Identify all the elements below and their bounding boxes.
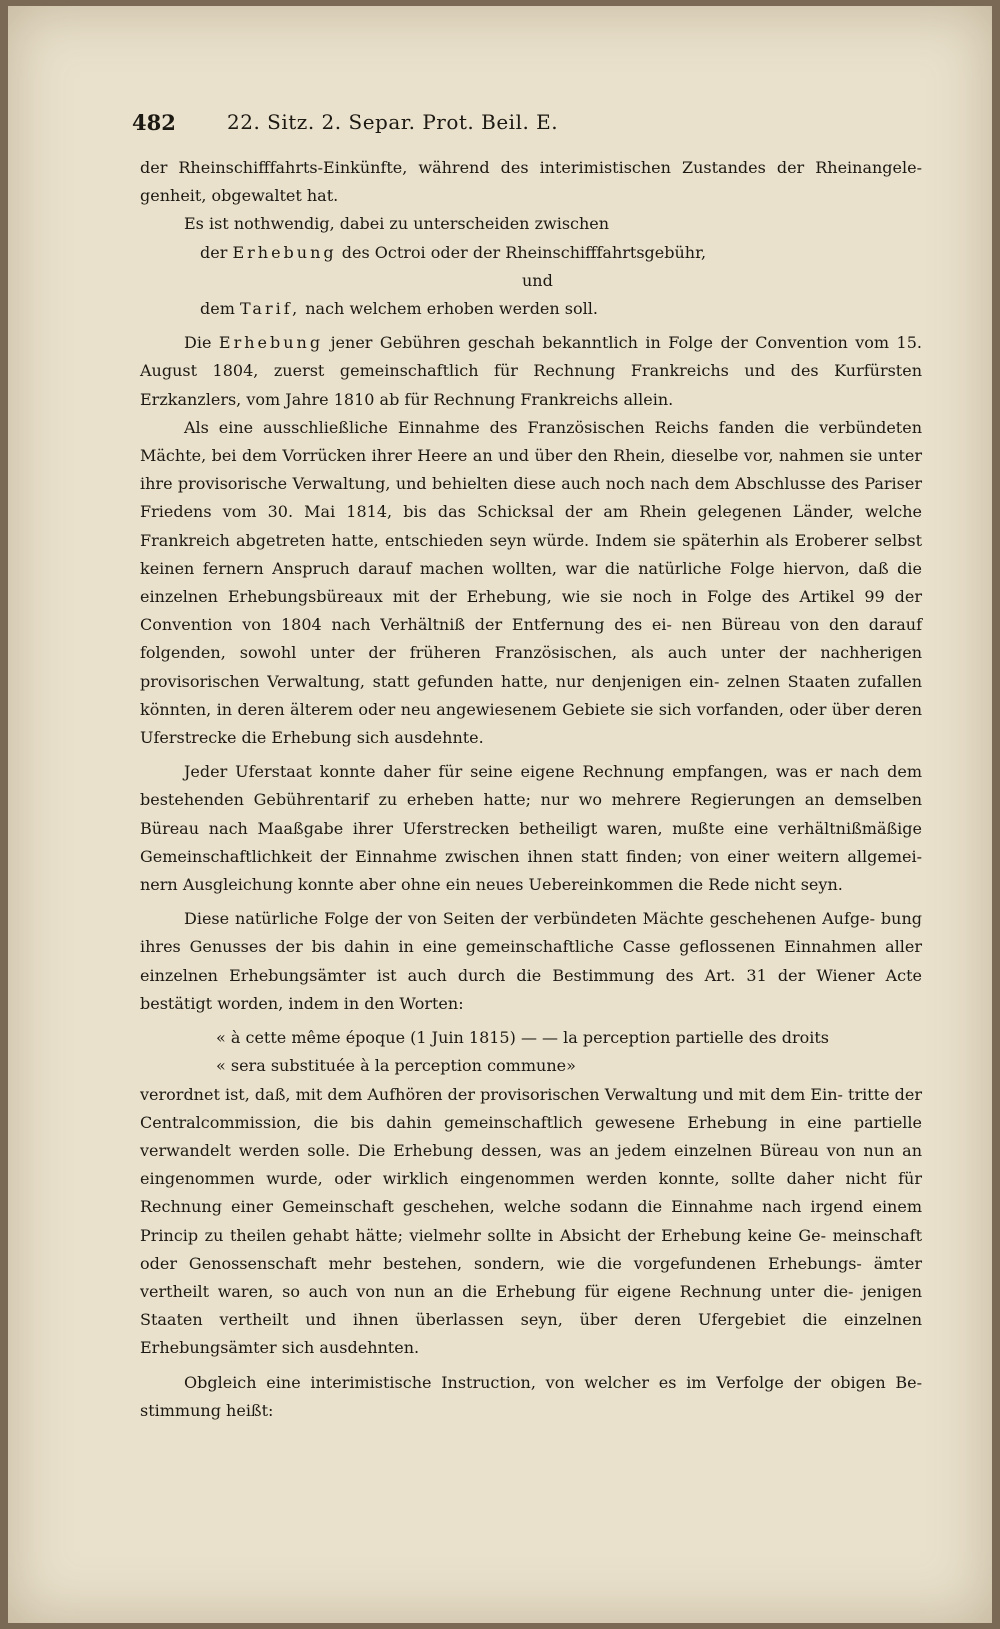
paragraph-collection-history xyxy=(140,329,922,414)
paragraph-partial-collection: verordnet ist, daß, mit dem Aufhören der provisorischen Verwaltung und mit dem Ein- tritte der Centralcommission, die bis dahin gemeinschaftlich gewesene Erhebung in eine partielle verwandelt werden solle. Die Erhebung dessen, was an jedem einzelnen Büreau von nun an eingenommen wurde, oder wirklich eingenommen werden konnte, sollte daher nicht für Rechnung einer Gemeinschaft geschehen, welche sodann die Einnahme nach irgend einem Princip zu theilen gehabt hätte; vielmehr sollte in Absicht der Erhebung keine Ge- meinschaft oder Genossenschaft mehr bestehen, sondern, wie die vorgefundenen Erhebungs- ämter vertheilt waren, so auch von nun an die Erhebung für eigene Rechnung unter die- jenigen Staaten vertheilt und ihnen überlassen seyn, über deren Ufergebiet die einzelnen Erhebungsämter sich ausdehnten. xyxy=(140,1084,922,1358)
distinction-and: und xyxy=(522,270,553,290)
quote-line-2: « sera substituée à la perception commune» xyxy=(216,1056,576,1076)
collection-word-die: Die xyxy=(184,333,212,353)
paragraph-allied-powers: Als eine ausschließliche Einnahme des Französischen Reichs fanden die verbündeten Mächte, bei dem Vorrücken ihrer Heere an und über den Rhein, dieselbe vor, nahmen sie unter ihre provisorische Verwaltung, und behielten diese auch noch nach dem Abschlusse des Pariser Friedens vom 30. Mai 1814, bis das Schicksal der am Rhein gelegenen Länder, welche Frankreich abgetreten hatte, entschieden seyn würde. Indem sie späterhin als Eroberer selbst keinen fernern Anspruch darauf machen wollten, war die natürliche Folge hiervon, daß die einzelnen Erhebungsbüreaux mit der Erhebung, wie sie noch in Folge des Artikel 99 der Convention von 1804 nach Verhältniß der Entfernung des ei- nen Büreau von den darauf folgenden, sowohl unter der früheren Französischen, als auch unter der nachherigen provisorischen Verwaltung, statt gefunden hatte, nur denjenigen ein- zelnen Staaten zufallen könnten, in deren älterem oder neu angewiesenem Gebiete sie sich vorfanden, oder über deren Uferstrecke die Erhebung sich ausdehnte. xyxy=(140,417,922,748)
paragraph-riparian-states: Jeder Uferstaat konnte daher für seine eigene Rechnung empfangen, was er nach dem bestehenden Gebührentarif zu erheben hatte; nur wo mehrere Regierungen an demselben Büreau nach Maaßgabe ihrer Uferstrecken betheiligt waren, mußte eine verhältnißmäßige Gemeinschaftlichkeit der Einnahme zwischen ihnen statt finden; von einer weitern allgemei- nern Ausgleichung konnte aber ohne ein neues Uebereinkommen die Rede nicht seyn. xyxy=(140,762,922,895)
document-page xyxy=(8,6,992,1623)
distinction-tariff-rest: nach welchem erhoben werden soll. xyxy=(305,299,598,319)
running-title: 22. Sitz. 2. Separ. Prot. Beil. E. xyxy=(227,110,559,134)
distinction-rest: des Octroi oder der Rheinschifffahrtsgebühr, xyxy=(341,242,707,262)
distinction-word-der: der xyxy=(200,242,228,262)
distinction-line-collection xyxy=(200,239,922,267)
quote-line-1: « à cette même époque (1 Juin 1815) — — la perception partielle des droits xyxy=(216,1028,829,1048)
paragraph-continuation: der Rheinschifffahrts-Einkünfte, während des interimistischen Zustandes der Rheinangele- genheit, obgewaltet hat. xyxy=(140,158,922,206)
page-header xyxy=(132,110,922,138)
emphasis-erhebung-2: Erhebung xyxy=(218,333,324,353)
page-number: 482 xyxy=(132,110,176,135)
body-text xyxy=(140,154,922,1425)
distinction-word-dem: dem xyxy=(200,299,235,319)
distinction-block xyxy=(140,239,922,324)
paragraph-vienna-act: Diese natürliche Folge der von Seiten der verbündeten Mächte geschehenen Aufge- bung ihres Genusses der bis dahin in eine gemeinschaftliche Casse geflossenen Einnahmen aller einzelnen Erhebungsämter ist auch durch die Bestimmung des Art. 31 der Wiener Acte bestätigt worden, indem in den Worten: xyxy=(140,909,922,1013)
french-quotation xyxy=(140,1024,922,1080)
collection-history-rest: jener Gebühren geschah bekanntlich in Folge der Convention vom 15. August 1804, zuerst gemeinschaftlich für Rechnung Frankreichs und des Kurfürsten Erzkanzlers, vom Jahre 1810 ab für Rechnung Frankreichs allein. xyxy=(140,333,922,409)
emphasis-erhebung: Erhebung xyxy=(232,242,337,262)
distinction-line-tariff xyxy=(200,295,922,323)
paragraph-distinction-intro: Es ist nothwendig, dabei zu unterscheiden zwischen xyxy=(184,214,610,234)
emphasis-tarif: Tarif, xyxy=(239,299,301,319)
paragraph-instruction: Obgleich eine interimistische Instruction, von welcher es im Verfolge der obigen Be- stimmung heißt: xyxy=(140,1372,922,1420)
